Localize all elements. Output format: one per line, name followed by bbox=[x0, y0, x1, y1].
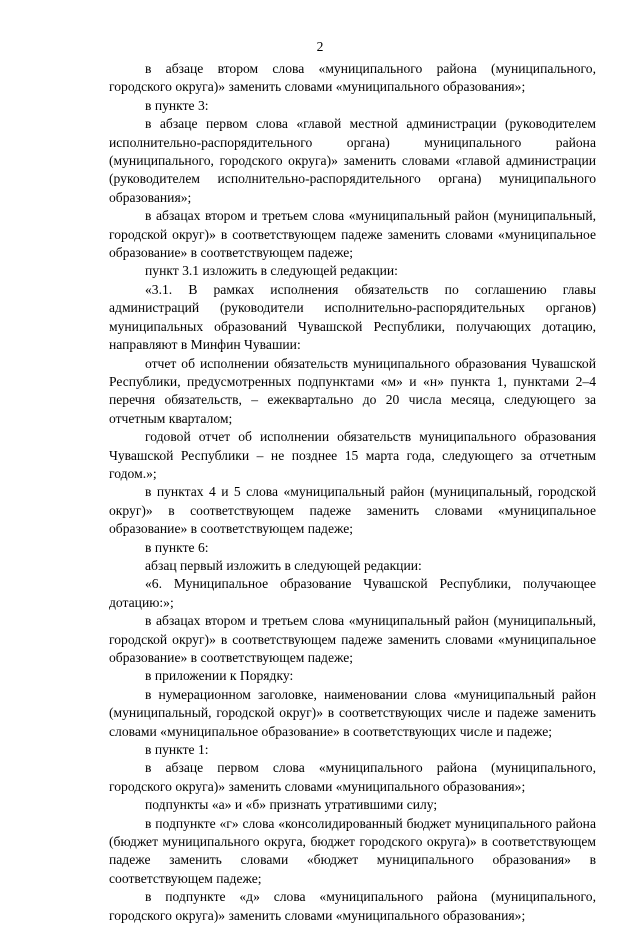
paragraph: в абзацах втором и третьем слова «муниципальный район (муниципальный, городской округ)» в соответствующем падеже заменить словами «муниципальное образование» в соответствующем падеже; bbox=[109, 613, 596, 665]
paragraph: подпункты «а» и «б» признать утратившими силу; bbox=[145, 797, 438, 813]
paragraph: отчет об исполнении обязательств муниципального образования Чувашской Республики, предусмотренных подпунктами «м» и «н» пункта 1, пунктами 2–4 перечня обязательств, – ежеквартально до 20 числа месяца, следующего за отчетным кварталом; bbox=[109, 355, 596, 426]
paragraph: в нумерационном заголовке, наименовании слова «муниципальный район (муниципальный, городской округ)» в соответствующих числе и падеже заменить словами «муниципальное образование» в соответствующих числе и падеже; bbox=[109, 686, 596, 739]
paragraph: в приложении к Порядку: bbox=[145, 668, 294, 684]
paragraph: в пункте 3: bbox=[145, 97, 209, 113]
paragraph: в абзаце втором слова «муниципального района (муниципального, городского округа)» заменить словами «муниципального образования»; bbox=[109, 61, 596, 95]
paragraph: в абзацах втором и третьем слова «муниципальный район (муниципальный, городской округ)» в соответствующем падеже заменить словами «муниципальное образование» в соответствующем падеже; bbox=[109, 208, 596, 261]
paragraph: абзац первый изложить в следующей редакции: bbox=[145, 557, 422, 573]
paragraph: «3.1. В рамках исполнения обязательств по соглашению главы администраций (руководители исполнительно-распорядительных органов) муниципальных образований Чувашской Республики, получающих дотацию, направляют в Минфин Чувашии: bbox=[109, 281, 596, 353]
paragraph: в абзаце первом слова «главой местной администрации (руководителем исполнительно-распорядительного органа) муниципального района (муниципального, городского округа)» заменить словами «главой администрации (руководителем исполнительно-распорядительного органа) муниципального образования»; bbox=[109, 116, 596, 205]
paragraph: в подпункте «д» слова «муниципального района (муниципального, городского округа)» заменить словами «муниципального образования»; bbox=[109, 889, 596, 923]
paragraph: в пункте 6: bbox=[145, 539, 209, 555]
page-number: 2 bbox=[316, 39, 324, 54]
paragraph: в пунктах 4 и 5 слова «муниципальный район (муниципальный, городской округ)» в соответствующем падеже заменить словами «муниципальное образование» в соответствующем падеже; bbox=[109, 484, 596, 537]
paragraph: в абзаце первом слова «муниципального района (муниципального, городского округа)» заменить словами «муниципального образования»; bbox=[109, 760, 596, 794]
document-body bbox=[109, 60, 596, 925]
paragraph: в подпункте «г» слова «консолидированный бюджет муниципального района (бюджет муниципального округа, бюджет городского округа)» в соответствующем падеже заменить словами «бюджет муниципального образования» в соответствующем падеже; bbox=[109, 815, 596, 886]
paragraph: пункт 3.1 изложить в следующей редакции: bbox=[145, 263, 398, 279]
paragraph: годовой отчет об исполнении обязательств муниципального образования Чувашской Республики – не позднее 15 марта года, следующего за отчетным годом.»; bbox=[109, 429, 596, 481]
paragraph: «6. Муниципальное образование Чувашской Республики, получающее дотацию:»; bbox=[109, 576, 596, 610]
paragraph: в пункте 1: bbox=[145, 742, 209, 758]
